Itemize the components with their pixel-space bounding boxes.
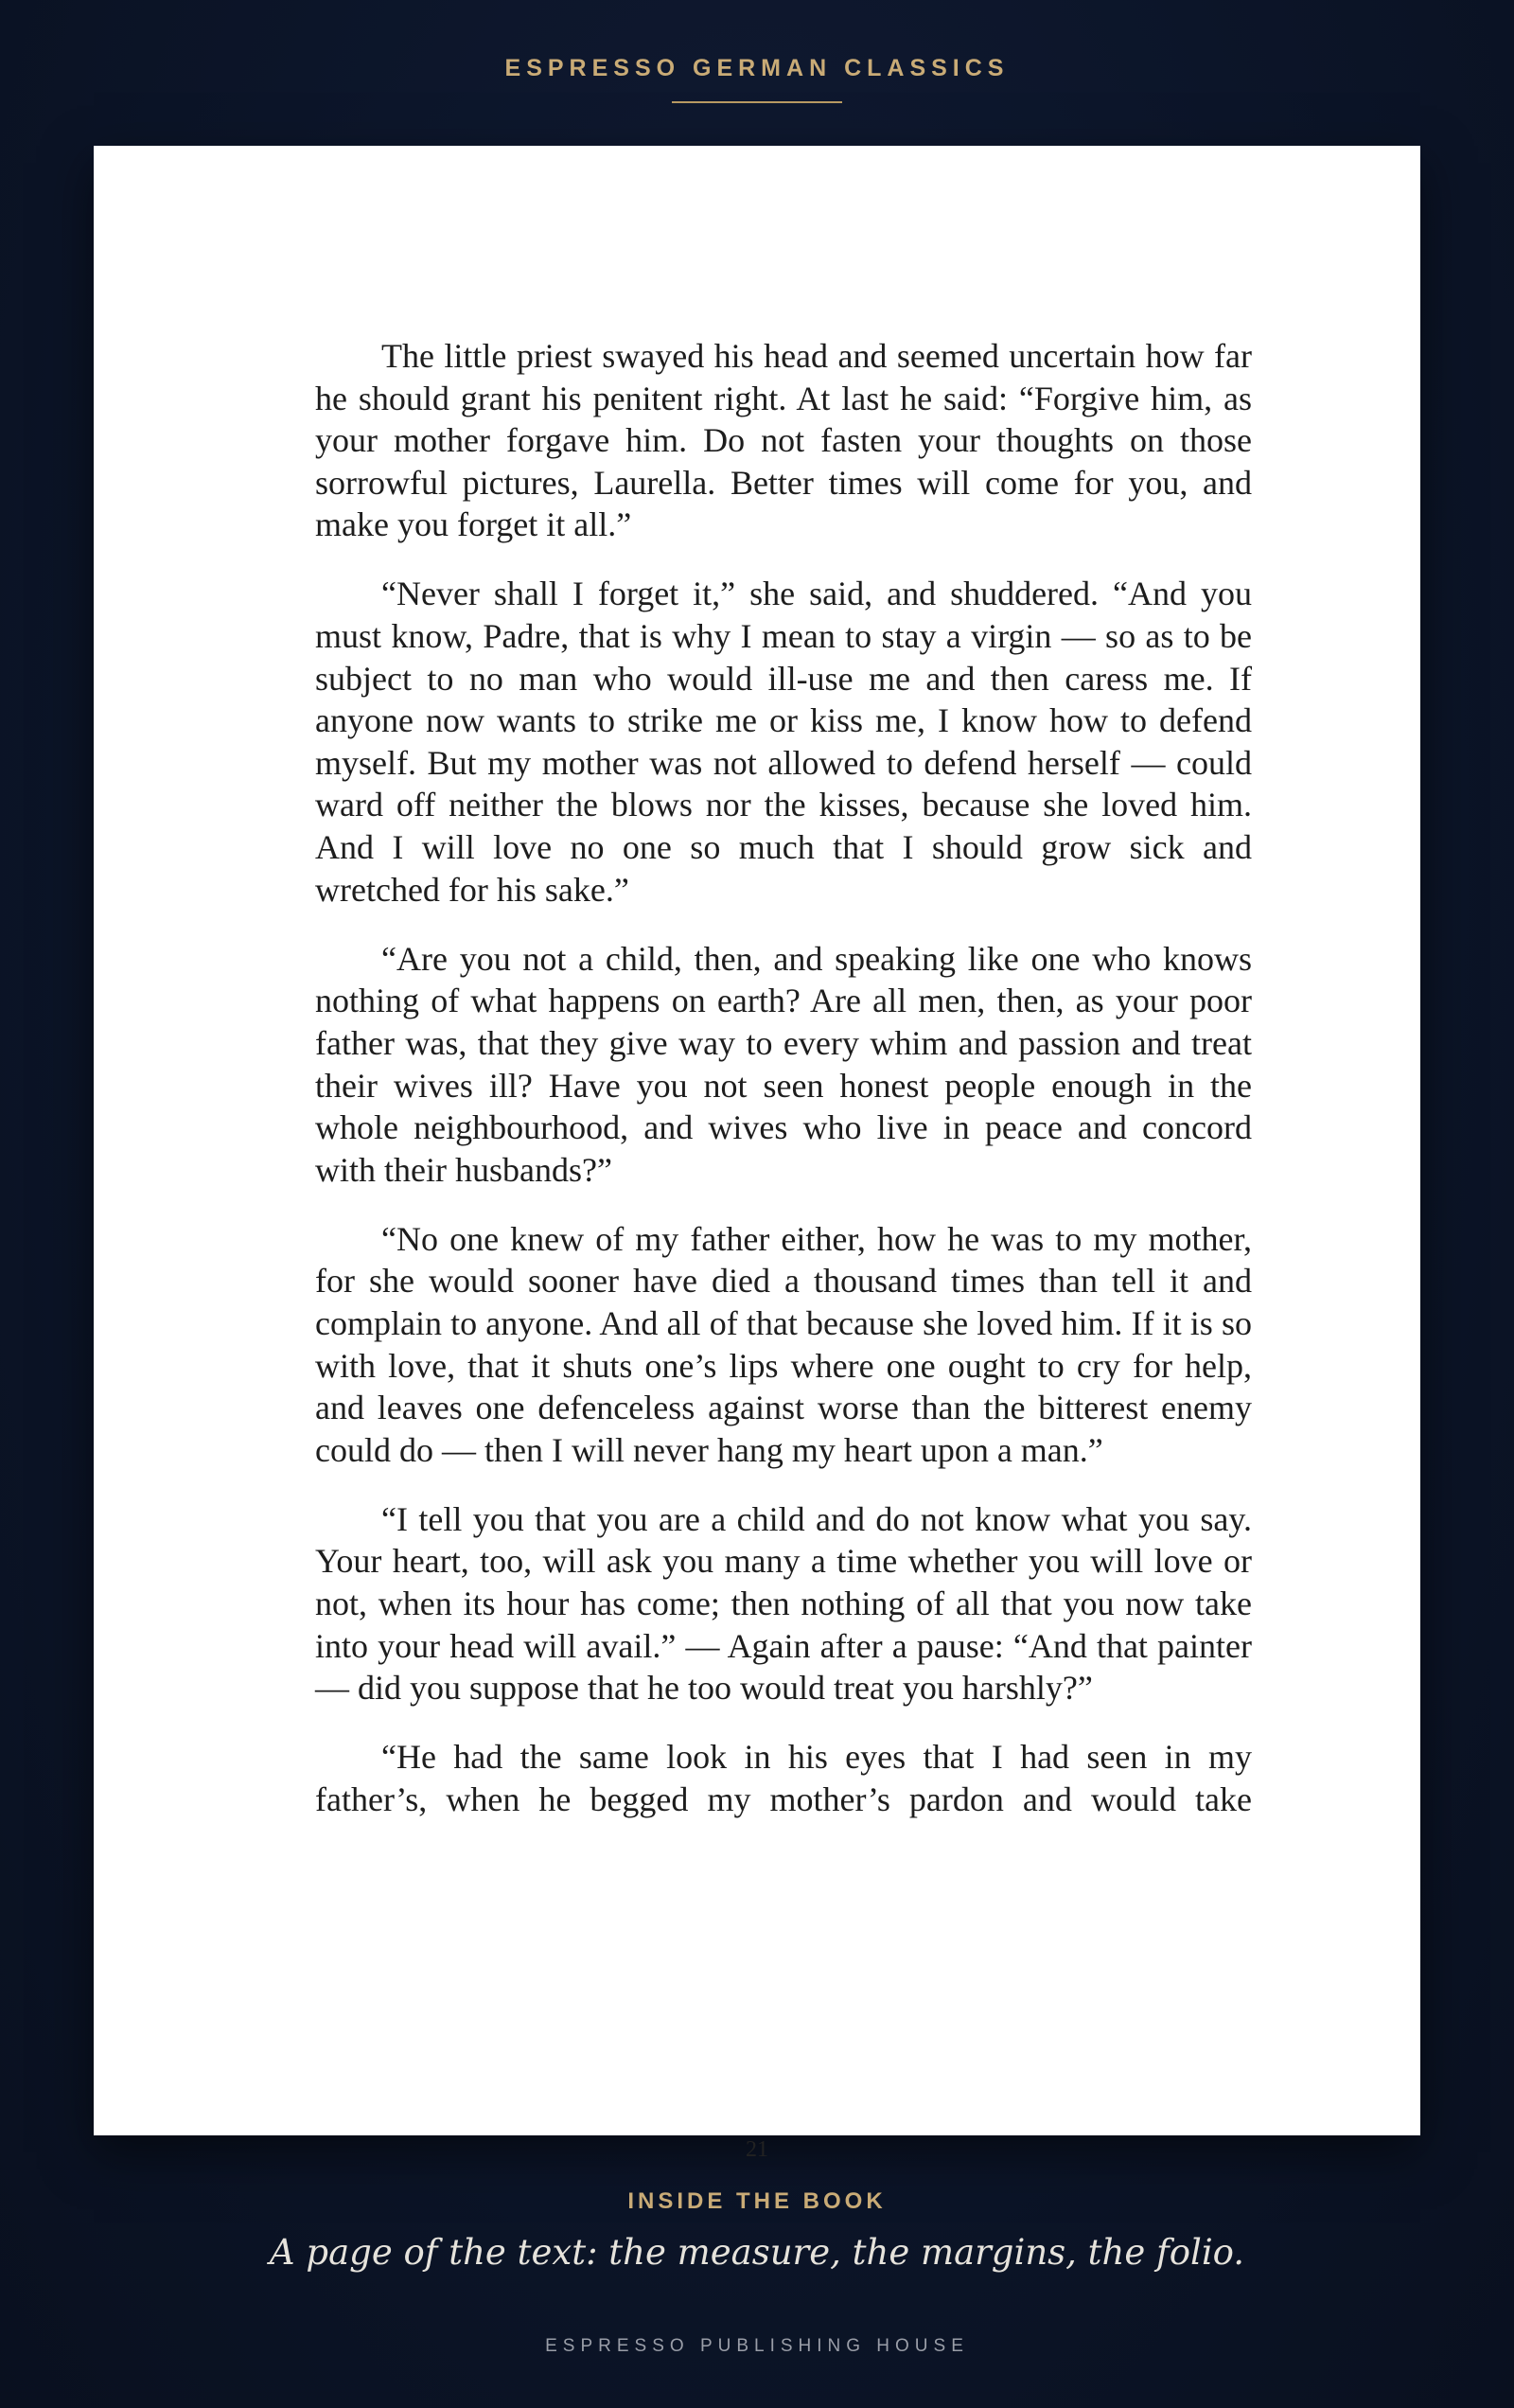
publisher-name: ESPRESSO PUBLISHING HOUSE — [545, 2336, 969, 2356]
paragraph-1: The little priest swayed his head and seemed uncertain how far he should grant his penitent right. At last he said: “Forgive him, as your mother forgave him. Do not fasten your thoughts on those sorrowful pictures, Laurella. Better times will come for you, and make you forget it all.” — [315, 337, 1252, 544]
page-number: 21 — [746, 2137, 768, 2162]
book-page — [94, 146, 1420, 2162]
paragraph-5: “I tell you that you are a child and do not know what you say. Your heart, too, will ask you many a time whether you will love or not, when its hour has come; then nothing of all that you now take into your head will avail.” — Again after a pause: “And that painter — did you suppose that he too would treat you harshly?” — [315, 1499, 1252, 1708]
caption: A page of the text: the measure, the margins, the folio. — [269, 2232, 1245, 2273]
header-divider — [672, 101, 842, 103]
paragraph-2: “Never shall I forget it,” she said, and shuddered. “And you must know, Padre, that is why I mean to stay a virgin — so as to be subject to no man who would ill-use me and then caress me. If anyone now wants to strike me or kiss me, I know how to defend myself. But my mother was not allowed to defend herself — could ward off neither the blows nor the kisses, because she loved him. And I will love no one so much that I should grow sick and wretched for his sake.” — [315, 575, 1252, 909]
paragraph-6: “He had the same look in his eyes that I had seen in my father’s, when he begged my mother’s pardon and would take — [315, 1738, 1252, 1818]
paragraph-3: “Are you not a child, then, and speaking like one who knows nothing of what happens on earth? Are all men, then, as your poor father was, that they give way to every whim and passion and treat their wives ill? Have you not seen honest people enough in the whole neighbourhood, and wives who live in peace and concord with their husbands?” — [315, 939, 1252, 1189]
section-label: INSIDE THE BOOK — [627, 2188, 887, 2214]
paragraph-4: “No one knew of my father either, how he was to my mother, for she would sooner have died a thousand times than tell it and complain to anyone. And all of that because she loved him. If it is so with love, that it shuts one’s lips where one ought to cry for help, and leaves one defenceless against worse than the bitterest enemy could do — then I will never hang my heart upon a man.” — [315, 1219, 1252, 1469]
series-title: ESPRESSO GERMAN CLASSICS — [504, 55, 1010, 81]
page-text — [315, 335, 1252, 1821]
